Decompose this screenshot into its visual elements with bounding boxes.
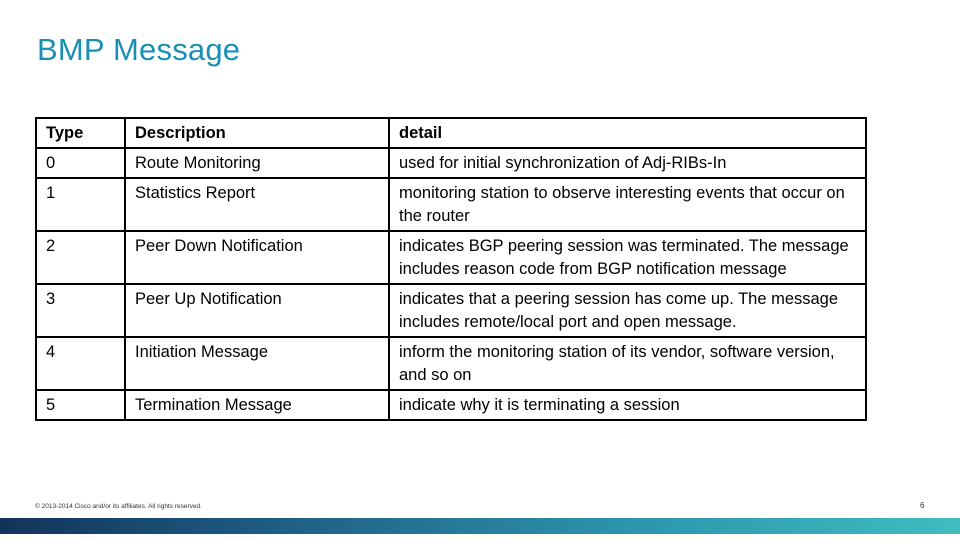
table-header-row bbox=[36, 118, 866, 148]
copyright-footer: © 2013-2014 Cisco and/or its affiliates. All rights reserved. bbox=[35, 503, 202, 510]
header-detail: detail bbox=[389, 118, 866, 148]
cell-type: 2 bbox=[36, 231, 125, 284]
header-type: Type bbox=[36, 118, 125, 148]
cell-description: Peer Up Notification bbox=[125, 284, 389, 337]
cell-description: Termination Message bbox=[125, 390, 389, 420]
table-row bbox=[36, 148, 866, 178]
cell-type: 3 bbox=[36, 284, 125, 337]
cell-detail: used for initial synchronization of Adj-RIBs-In bbox=[389, 148, 866, 178]
cell-type: 4 bbox=[36, 337, 125, 390]
table-row bbox=[36, 284, 866, 337]
slide-title: BMP Message bbox=[37, 32, 241, 67]
cell-type: 5 bbox=[36, 390, 125, 420]
cell-description: Statistics Report bbox=[125, 178, 389, 231]
cell-description: Route Monitoring bbox=[125, 148, 389, 178]
table-row bbox=[36, 231, 866, 284]
cell-type: 0 bbox=[36, 148, 125, 178]
cell-detail: indicates BGP peering session was terminated. The message includes reason code from BGP notification message bbox=[389, 231, 866, 284]
cell-description: Peer Down Notification bbox=[125, 231, 389, 284]
table-row bbox=[36, 337, 866, 390]
table-row bbox=[36, 390, 866, 420]
header-description: Description bbox=[125, 118, 389, 148]
bmp-message-table bbox=[35, 117, 867, 421]
table-row bbox=[36, 178, 866, 231]
page-number: 6 bbox=[920, 501, 925, 510]
cell-detail: inform the monitoring station of its vendor, software version, and so on bbox=[389, 337, 866, 390]
cell-description: Initiation Message bbox=[125, 337, 389, 390]
cell-detail: indicates that a peering session has come up. The message includes remote/local port and open message. bbox=[389, 284, 866, 337]
cell-detail: monitoring station to observe interesting events that occur on the router bbox=[389, 178, 866, 231]
cell-detail: indicate why it is terminating a session bbox=[389, 390, 866, 420]
cell-type: 1 bbox=[36, 178, 125, 231]
bottom-gradient-bar bbox=[0, 518, 960, 534]
